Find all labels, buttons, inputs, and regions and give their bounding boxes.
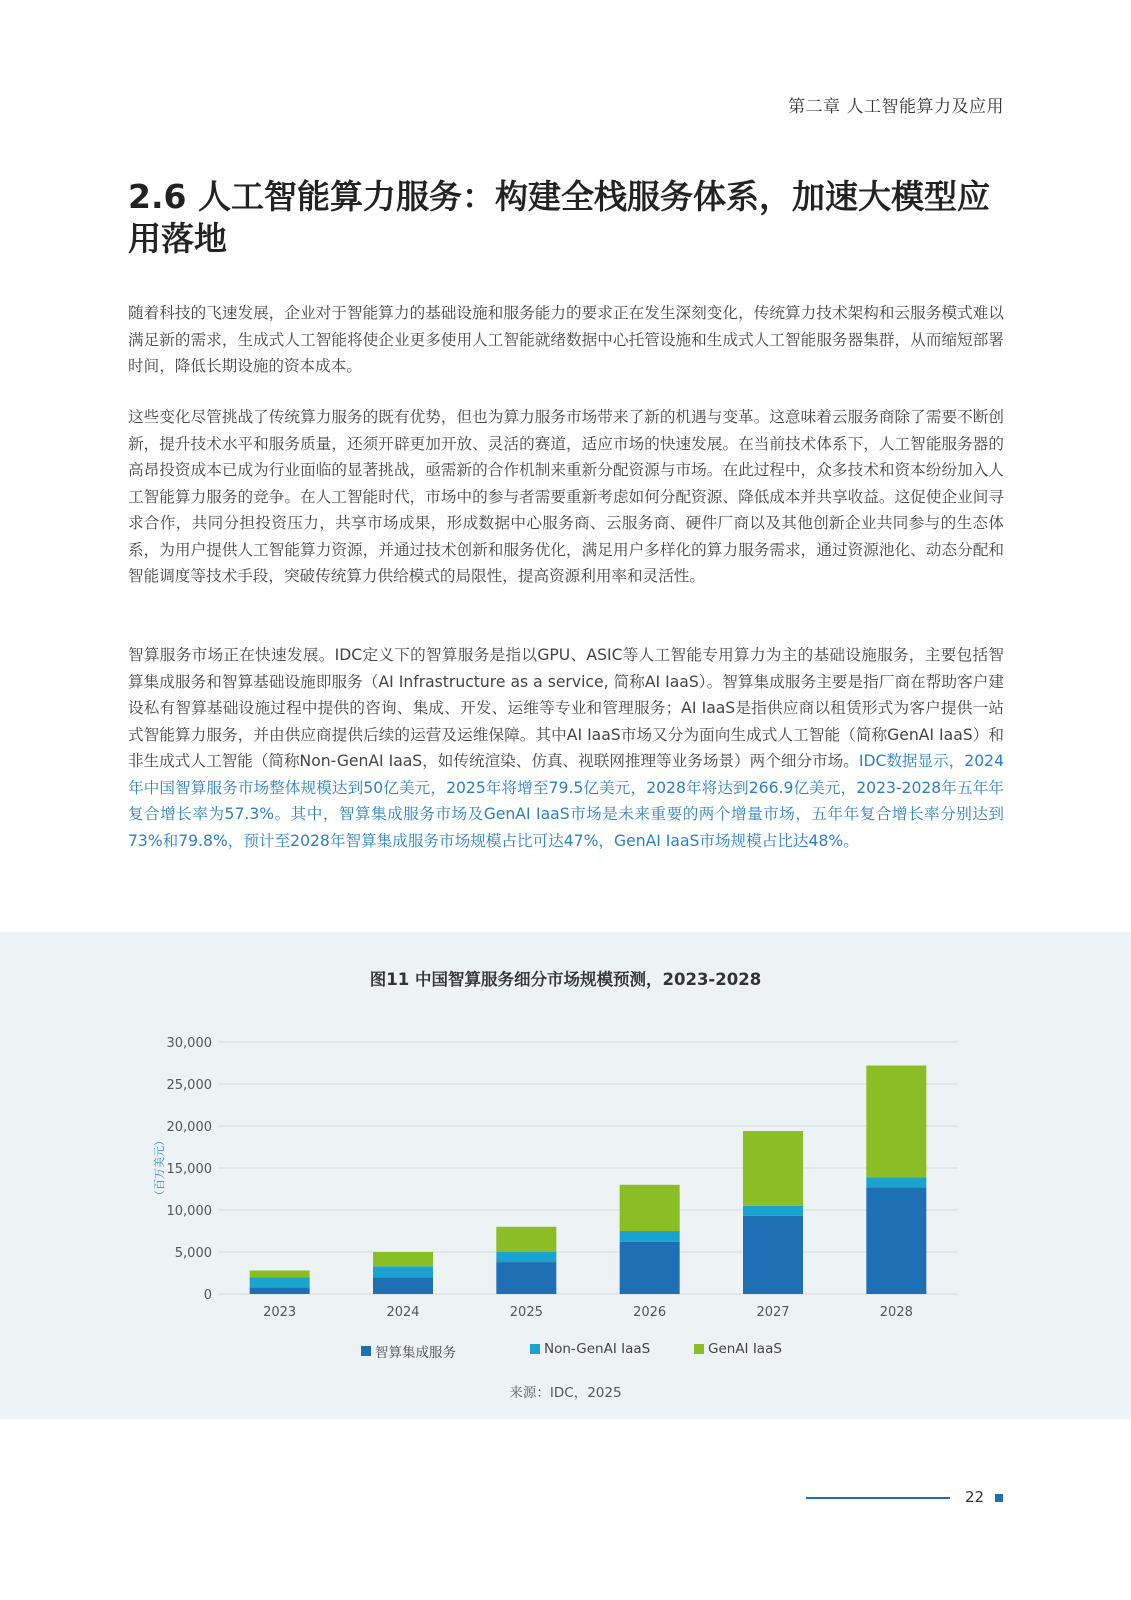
paragraph-1: 随着科技的飞速发展，企业对于智能算力的基础设施和服务能力的要求正在发生深刻变化，传统算力技术架构和云服务模式难以满足新的需求，生成式人工智能将使企业更多使用人工智能就绪数据中心托管设施和生成式人工智能服务器集群，从而缩短部署时间，降低长期设施的资本成本。: [128, 304, 1004, 375]
bar-segment-2026-integration: [620, 1242, 680, 1294]
bar-segment-2026-non-genai: [620, 1231, 680, 1242]
legend-item-genai: [694, 1341, 782, 1357]
y-tick-label: 20,000: [166, 1120, 212, 1135]
bar-segment-2024-non-genai: [373, 1266, 433, 1277]
footer-square-icon: [995, 1494, 1003, 1502]
x-tick-label: 2024: [386, 1305, 420, 1320]
y-tick-label: 5,000: [174, 1246, 212, 1261]
bar-segment-2027-non-genai: [743, 1206, 803, 1216]
bar-segment-2025-non-genai: [496, 1252, 556, 1262]
y-axis-label: （百万美元）: [153, 1135, 166, 1201]
legend-item-integration: [361, 1341, 456, 1361]
bar-segment-2027-genai: [743, 1131, 803, 1206]
legend-swatch-integration: [361, 1346, 371, 1356]
y-tick-label: 30,000: [166, 1036, 212, 1051]
figure-source: 来源：IDC，2025: [509, 1385, 622, 1401]
bar-segment-2023-genai: [250, 1270, 310, 1277]
paragraph-3-highlight: IDC数据显示，2024年中国智算服务市场整体规模达到50亿美元，2025年将增至79.5亿美元，2028年将达到266.9亿美元，2023-2028年五年年复合增长率为57.3%。其中，智算集成服务市场及GenAI IaaS市场是未来重要的两个增量市场，五年年复合增长率分别达到73%和79.8%，预计至2028年智算集成服务市场规模占比可达47%，GenAI IaaS市场规模占比达48%。: [128, 752, 1004, 850]
bar-segment-2027-integration: [743, 1216, 803, 1294]
bar-segment-2023-non-genai: [250, 1277, 310, 1287]
footer-rule: [806, 1497, 950, 1499]
chart-legend: [0, 1341, 1131, 1361]
bar-segment-2025-genai: [496, 1227, 556, 1252]
y-tick-label: 25,000: [166, 1078, 212, 1093]
x-tick-label: 2023: [263, 1305, 297, 1320]
page-number: 22: [965, 1488, 985, 1506]
x-tick-label: 2028: [879, 1305, 913, 1320]
bars: [250, 1066, 927, 1294]
bar-segment-2024-genai: [373, 1252, 433, 1266]
bar-segment-2028-genai: [866, 1066, 926, 1178]
chapter-header: 第二章 人工智能算力及应用: [788, 97, 1004, 117]
y-tick-label: 10,000: [166, 1204, 212, 1219]
bar-segment-2026-genai: [620, 1185, 680, 1231]
paragraph-2: 这些变化尽管挑战了传统算力服务的既有优势，但也为算力服务市场带来了新的机遇与变革。这意味着云服务商除了需要不断创新，提升技术水平和服务质量，还须开辟更加开放、灵活的赛道，适应市场的快速发展。在当前技术体系下，人工智能服务器的高昂投资成本已成为行业面临的显著挑战，亟需新的合作机制来重新分配资源与市场。在此过程中，众多技术和资本纷纷加入人工智能算力服务的竞争。在人工智能时代，市场中的参与者需要重新考虑如何分配资源、降低成本并共享收益。这促使企业间寻求合作，共同分担投资压力，共享市场成果，形成数据中心服务商、云服务商、硬件厂商以及其他创新企业共同参与的生态体系，为用户提供人工智能算力资源，并通过技术创新和服务优化，满足用户多样化的算力服务需求，通过资源池化、动态分配和智能调度等技术手段，突破传统算力供给模式的局限性，提高资源利用率和灵活性。: [128, 408, 1004, 585]
bar-segment-2024-integration: [373, 1277, 433, 1294]
legend-label-integration: 智算集成服务: [375, 1345, 456, 1361]
y-tick-label: 15,000: [166, 1162, 212, 1177]
legend-label-genai: GenAI IaaS: [708, 1341, 782, 1357]
grid-lines: [218, 1042, 958, 1294]
bar-segment-2028-non-genai: [866, 1177, 926, 1187]
legend-swatch-non-genai: [530, 1344, 540, 1354]
bar-segment-2023-integration: [250, 1287, 310, 1294]
section-title: 2.6 人工智能算力服务：构建全栈服务体系，加速大模型应用落地: [128, 177, 990, 258]
bar-segment-2025-integration: [496, 1262, 556, 1294]
legend-item-non-genai: [530, 1341, 650, 1357]
legend-swatch-genai: [694, 1344, 704, 1354]
x-tick-label: 2025: [509, 1305, 543, 1320]
figure-title: 图11 中国智算服务细分市场规模预测，2023-2028: [369, 970, 762, 989]
x-tick-label: 2027: [756, 1305, 790, 1320]
legend-label-non-genai: Non-GenAI IaaS: [544, 1341, 651, 1357]
bar-segment-2028-integration: [866, 1187, 926, 1294]
x-tick-label: 2026: [633, 1305, 667, 1320]
y-tick-label: 0: [203, 1288, 212, 1303]
paragraph-3-text: 智算服务市场正在快速发展。IDC定义下的智算服务是指以GPU、ASIC等人工智能专用算力为主的基础设施服务，主要包括智算集成服务和智算基础设施即服务（AI Infrastructure as a service, 简称AI IaaS）。智算集成服务主要是指厂商在帮助客户建设私有智算基础设施过程中提供的咨询、集成、开发、运维等专业和管理服务；AI IaaS是指供应商以租赁形式为客户提供一站式智能算力服务，并由供应商提供后续的运营及运维保障。其中AI IaaS市场又分为面向生成式人工智能（简称GenAI IaaS）和非生成式人工智能（简称Non-GenAI IaaS，如传统渲染、仿真、视联网推理等业务场景）两个细分市场。: [128, 646, 1004, 770]
